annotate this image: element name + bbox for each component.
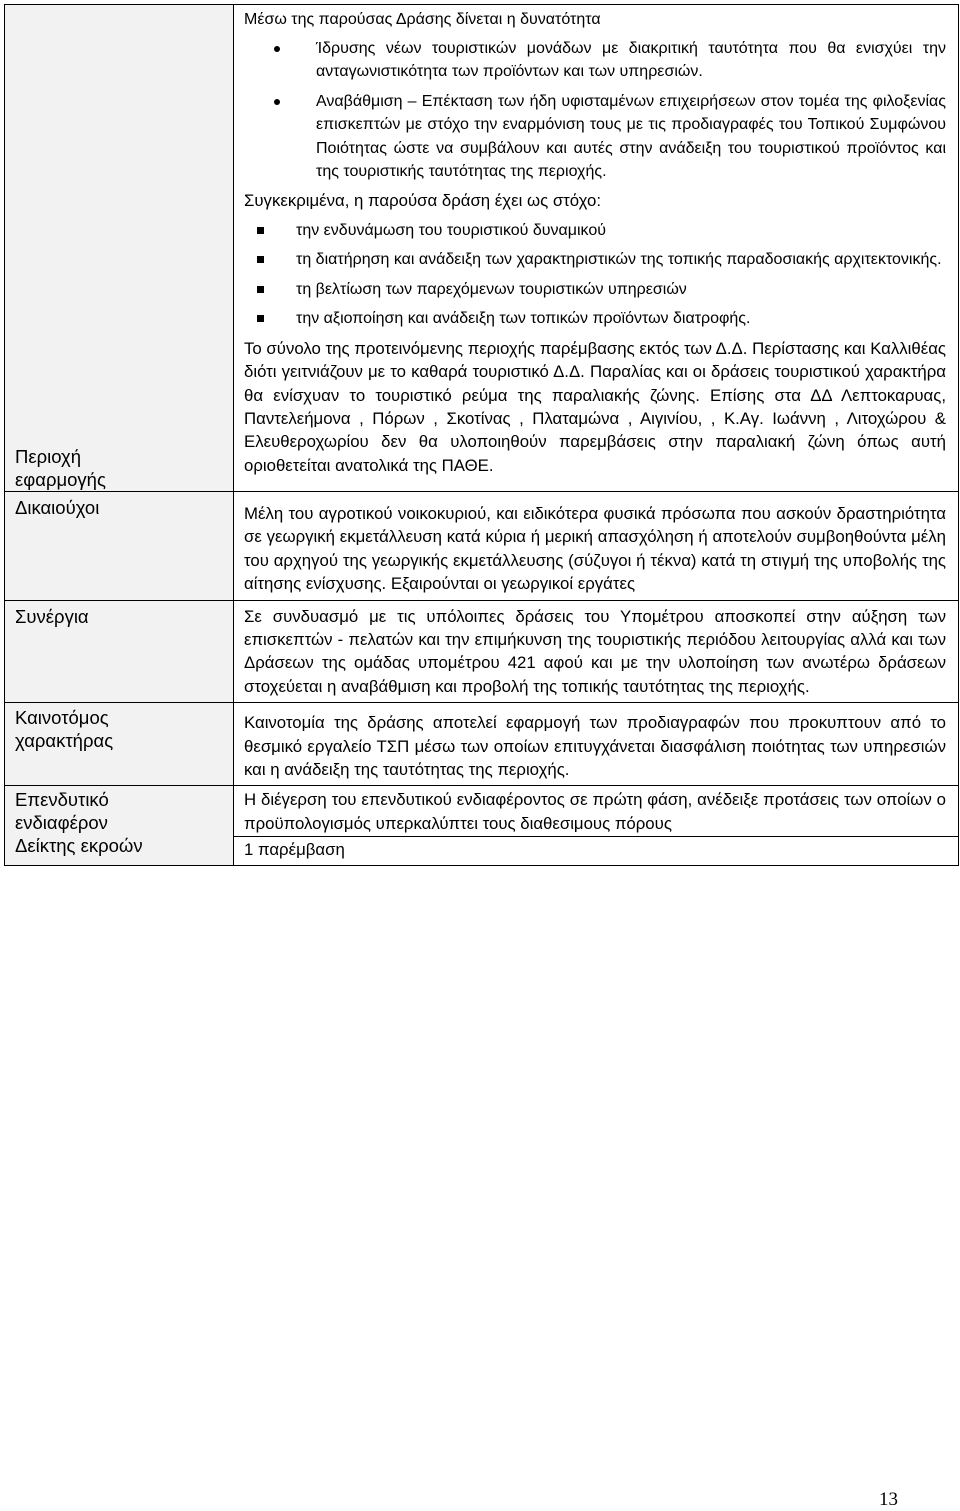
label-area: Περιοχή εφαρμογής <box>15 446 106 490</box>
row-synergy <box>5 600 959 703</box>
label-output: Δείκτης εκροών <box>15 835 143 857</box>
output-text: 1 παρέμβαση <box>244 840 345 860</box>
row-area <box>5 5 959 492</box>
bullet-square-icon <box>257 286 264 293</box>
label-cell-synergy <box>5 600 234 703</box>
label-cell-area <box>5 5 234 492</box>
bullet-dot-icon <box>274 99 280 105</box>
goal-text: την ενδυνάμωση του τουριστικού δυναμικού <box>296 221 606 239</box>
list-item <box>244 37 946 84</box>
bullet-square-icon <box>257 256 264 263</box>
bullet-square-icon <box>257 227 264 234</box>
bullet-dot-icon <box>274 46 280 52</box>
goals-intro: Συγκεκριμένα, η παρούσα δράση έχει ως στόχο: <box>244 191 602 211</box>
row-investment <box>5 786 959 837</box>
goal-text: την αξιοποίηση και ανάδειξη των τοπικών προϊόντων διατροφής. <box>296 310 751 328</box>
synergy-text: Σε συνδυασμό με τις υπόλοιπες δράσεις του Υπομέτρου αποσκοπεί στην αύξηση των επισκεπτών - πελατών και την επιμήκυνση της τουριστικής περιόδου λειτουργίας αλλά και των Δράσεων της ομάδας υπομέτρου 421 αφού και με την υλοποίηση των ανωτέρω δράσεων στοχεύεται η αναβάθμιση και προβολή της τοπικής ταυτότητας της περιοχής. <box>244 606 946 696</box>
label-cell-beneficiaries <box>5 492 234 601</box>
list-item <box>244 220 946 243</box>
list-item <box>244 308 946 331</box>
label-cell-innovation <box>5 703 234 786</box>
label-investment: Επενδυτικό ενδιαφέρον <box>15 789 109 834</box>
area-closing: Το σύνολο της προτεινόμενης περιοχής παρέμβασης εκτός των Δ.Δ. Περίστασης και Καλλιθέας διότι γειτνιάζουν με το καθαρά τουριστικό Δ.Δ. Παραλίας και οι δράσεις τουριστικού χαρακτήρα θα ενίσχυαν το τουριστικό ρεύμα της παραλιακής ζώνης. Επίσης στα ΔΔ Λεπτοκαρυας, Παντελεήμονα , Πόρων , Σκοτίνας , Πλαταμώνα , Αιγινίου, , Κ.Αγ. Ιωάννη , Λιτοχώρου & Ελευθεροχωρίου δεν θα υλοποιηθούν παρεμβάσεις στην παραλιακή ζώνη όπως αυτή οριοθετείται ανατολικά της ΠΑΘΕ. <box>244 338 946 475</box>
content-cell-beneficiaries <box>234 492 959 601</box>
row-innovation <box>5 703 959 786</box>
investment-text: Η διέγερση του επενδυτικού ενδιαφέροντος σε πρώτη φάση, ανέδειξε προτάσεις των οποίων ο προϋπολογισμός υπερκαλύπτει τους διαθεσιμους πόρους <box>244 790 946 833</box>
page-number: 13 <box>879 1489 898 1510</box>
goal-text: τη διατήρηση και ανάδειξη των χαρακτηριστικών της τοπικής παραδοσιακής αρχιτεκτονικής. <box>296 251 942 269</box>
label-cell-investment <box>5 786 234 865</box>
label-innovation: Καινοτόμος χαρακτήρας <box>15 707 114 752</box>
list-item <box>244 90 946 184</box>
list-item <box>244 279 946 302</box>
label-beneficiaries: Δικαιούχοι <box>15 497 100 518</box>
row-beneficiaries <box>5 492 959 601</box>
area-bullet-text: Ίδρυσης νέων τουριστικών μονάδων με διακριτική ταυτότητα που θα ενισχύει την ανταγωνιστικότητα των προϊόντων και των υπηρεσιών. <box>316 40 946 81</box>
content-cell-innovation <box>234 703 959 786</box>
content-cell-investment <box>234 786 959 837</box>
area-bullet-list <box>244 37 946 183</box>
content-cell-area <box>234 5 959 492</box>
label-synergy: Συνέργια <box>15 605 89 627</box>
goals-list <box>244 220 946 331</box>
goal-text: τη βελτίωση των παρεχόμενων τουριστικών υπηρεσιών <box>296 280 687 298</box>
beneficiaries-text: Μέλη του αγροτικού νοικοκυριού, και ειδικότερα φυσικά πρόσωπα που ασκούν δραστηριότητα σε γεωργική εκμετάλλευση κατά κύρια ή μερική απασχόληση ή αποτελούν συμβοηθούντα μέλη του αρχηγού της γεωργικής εκμετάλλευσης (σύζυγοι ή τέκνα) κατά τη στιγμή της υποβολής της αίτησης ενίσχυσης. Εξαιρούνται οι γεωργικοί εργάτες <box>244 504 946 594</box>
innovation-text: Καινοτομία της δράσης αποτελεί εφαρμογή των προδιαγραφών που προκυπτουν από το θεσμικό εργαλείο ΤΣΠ μέσω των οποίων επιτυγχάνεται διασφάλιση ποιότητας των υπηρεσιών και η ανάδειξη της ταυτότητας της περιοχής. <box>244 713 946 780</box>
bullet-square-icon <box>257 315 264 322</box>
content-cell-synergy <box>234 600 959 703</box>
measure-table <box>4 4 959 866</box>
content-cell-output <box>234 837 959 865</box>
area-bullet-text: Αναβάθμιση – Επέκταση των ήδη υφισταμένων επιχειρήσεων στον τομέα της φιλοξενίας επισκεπτών με στόχο την εναρμόνιση τους με τις προδιαγραφές του Τοπικού Συμφώνου Ποιότητας ώστε να συμβάλουν και αυτές στην ανάδειξη του τουριστικού προϊόντος και της τουριστικής ταυτότητας της περιοχής. <box>316 92 946 181</box>
area-intro: Μέσω της παρούσας Δράσης δίνεται η δυνατότητα <box>244 11 601 28</box>
list-item <box>244 249 946 272</box>
